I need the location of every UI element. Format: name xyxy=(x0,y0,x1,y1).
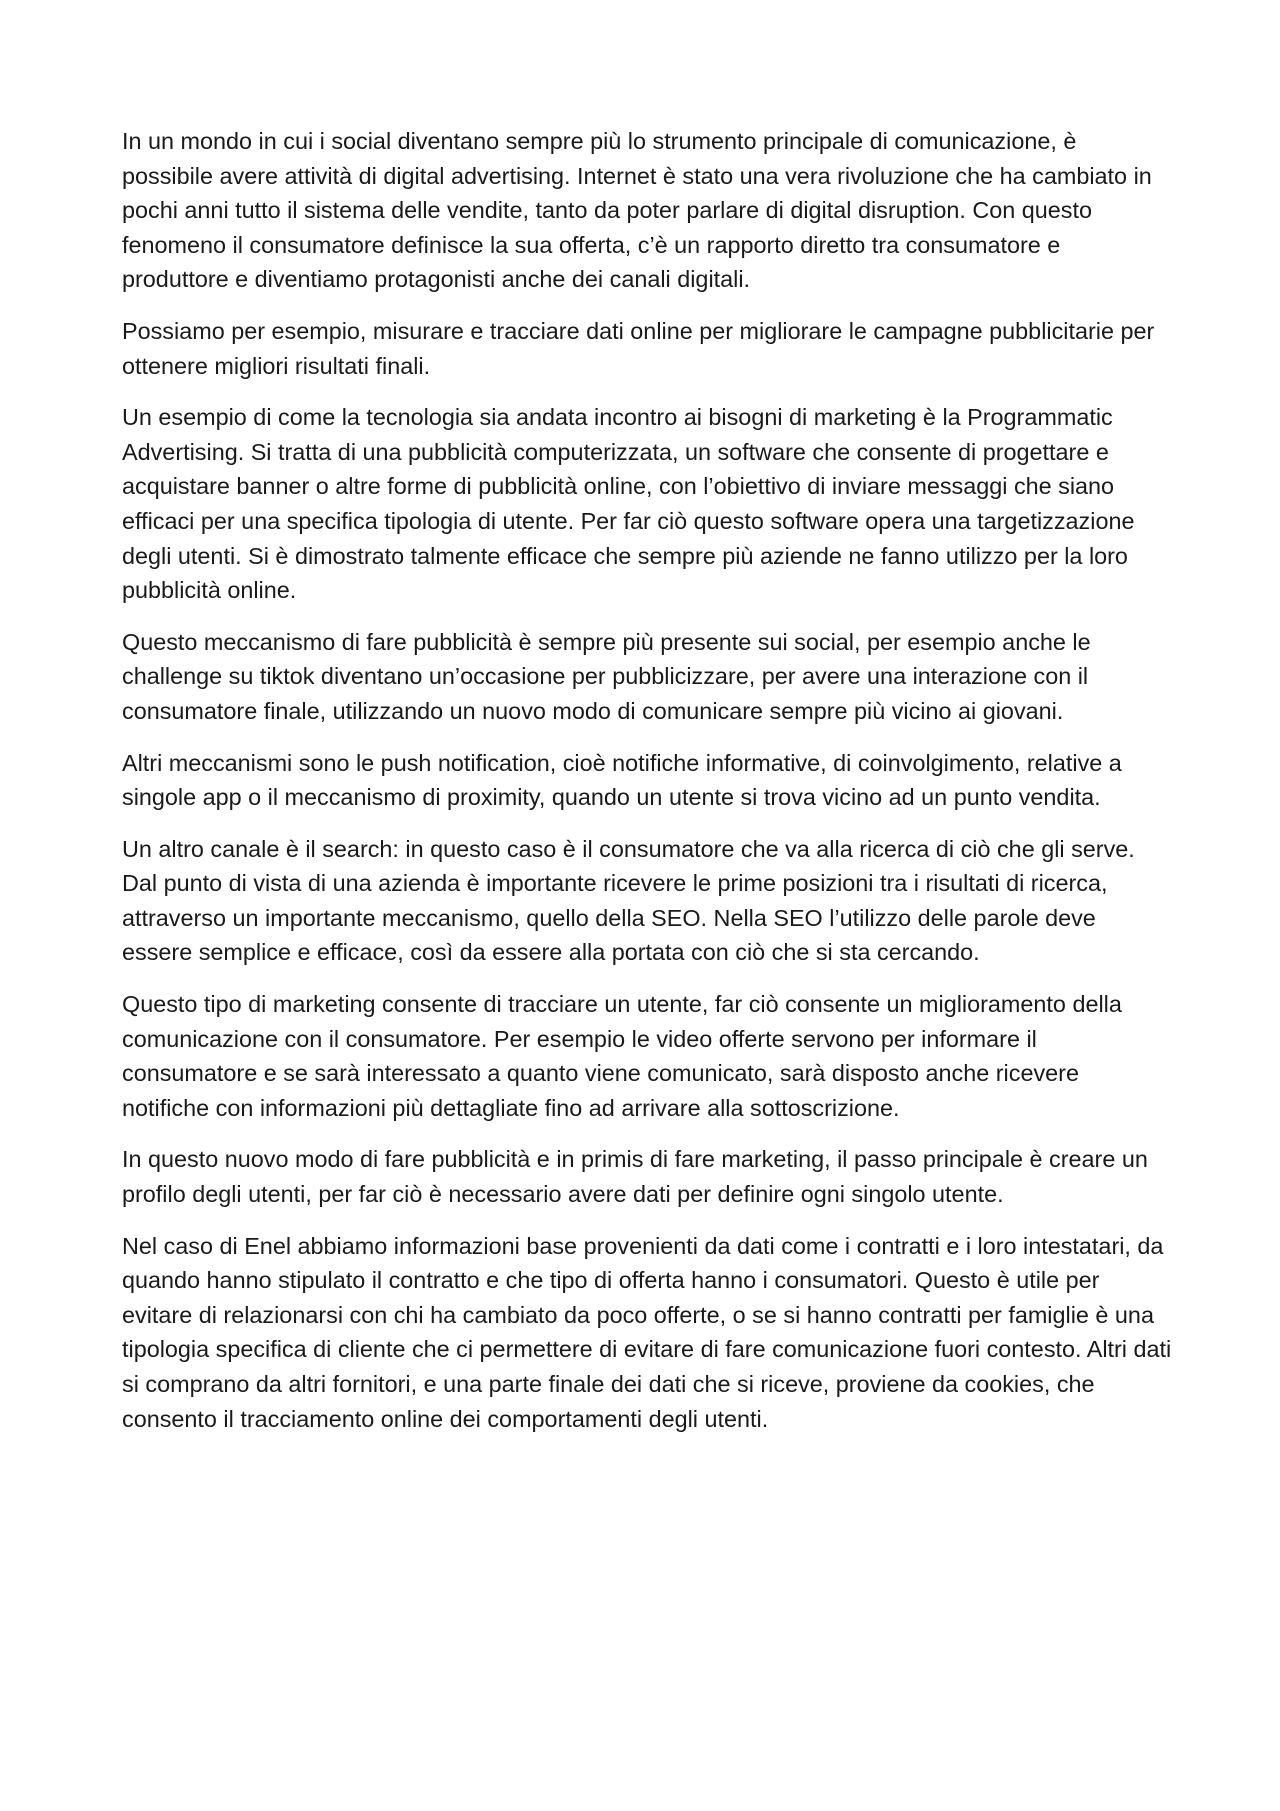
paragraph-3: Un esempio di come la tecnologia sia andata incontro ai bisogni di marketing è la Programmatic Advertising. Si tratta di una pubblicità computerizzata, un software che consente di progettare e acquistare banner o altre forme di pubblicità online, con l’obiettivo di inviare messaggi che siano efficaci per una specifica tipologia di utente. Per far ciò questo software opera una targetizzazione degli utenti. Si è dimostrato talmente efficace che sempre più aziende ne fanno utilizzo per la loro pubblicità online. xyxy=(122,404,1135,604)
paragraph-4: Questo meccanismo di fare pubblicità è sempre più presente sui social, per esempio anche le challenge su tiktok diventano un’occasione per pubblicizzare, per avere una interazione con il consumatore finale, utilizzando un nuovo modo di comunicare sempre più vicino ai giovani. xyxy=(122,628,1091,724)
paragraph-5: Altri meccanismi sono le push notification, cioè notifiche informative, di coinvolgimento, relative a singole app o il meccanismo di proximity, quando un utente si trova vicino ad un punto vendita. xyxy=(122,749,1122,811)
paragraph-8: In questo nuovo modo di fare pubblicità e in primis di fare marketing, il passo principale è creare un profilo degli utenti, per far ciò è necessario avere dati per definire ogni singolo utente. xyxy=(122,1146,1148,1208)
paragraph-2: Possiamo per esempio, misurare e tracciare dati online per migliorare le campagne pubblicitarie per ottenere migliori risultati finali. xyxy=(122,317,1155,379)
paragraph-9: Nel caso di Enel abbiamo informazioni base provenienti da dati come i contratti e i loro intestatari, da quando hanno stipulato il contratto e che tipo di offerta hanno i consumatori. Questo è utile per evitare di relazionarsi con chi ha cambiato da poco offerte, o se si hanno contratti per famiglie è una tipologia specifica di cliente che ci permettere di evitare di fare comunicazione fuori contesto. Altri dati si comprano da altri fornitori, e una parte finale dei dati che si riceve, proviene da cookies, che consento il tracciamento online dei comportamenti degli utenti. xyxy=(122,1232,1172,1432)
document-body xyxy=(122,124,1172,1453)
paragraph-6: Un altro canale è il search: in questo caso è il consumatore che va alla ricerca di ciò che gli serve. Dal punto di vista di una azienda è importante ricevere le prime posizioni tra i risultati di ricerca, attraverso un importante meccanismo, quello della SEO. Nella SEO l’utilizzo delle parole deve essere semplice e efficace, così da essere alla portata con ciò che si sta cercando. xyxy=(122,835,1135,966)
paragraph-7: Questo tipo di marketing consente di tracciare un utente, far ciò consente un miglioramento della comunicazione con il consumatore. Per esempio le video offerte servono per informare il consumatore e se sarà interessato a quanto viene comunicato, sarà disposto anche ricevere notifiche con informazioni più dettagliate fino ad arrivare alla sottoscrizione. xyxy=(122,991,1122,1121)
paragraph-1: In un mondo in cui i social diventano sempre più lo strumento principale di comunicazione, è possibile avere attività di digital advertising. Internet è stato una vera rivoluzione che ha cambiato in pochi anni tutto il sistema delle vendite, tanto da poter parlare di digital disruption. Con questo fenomeno il consumatore definisce la sua offerta, c’è un rapporto diretto tra consumatore e produttore e diventiamo protagonisti anche dei canali digitali. xyxy=(122,128,1152,293)
